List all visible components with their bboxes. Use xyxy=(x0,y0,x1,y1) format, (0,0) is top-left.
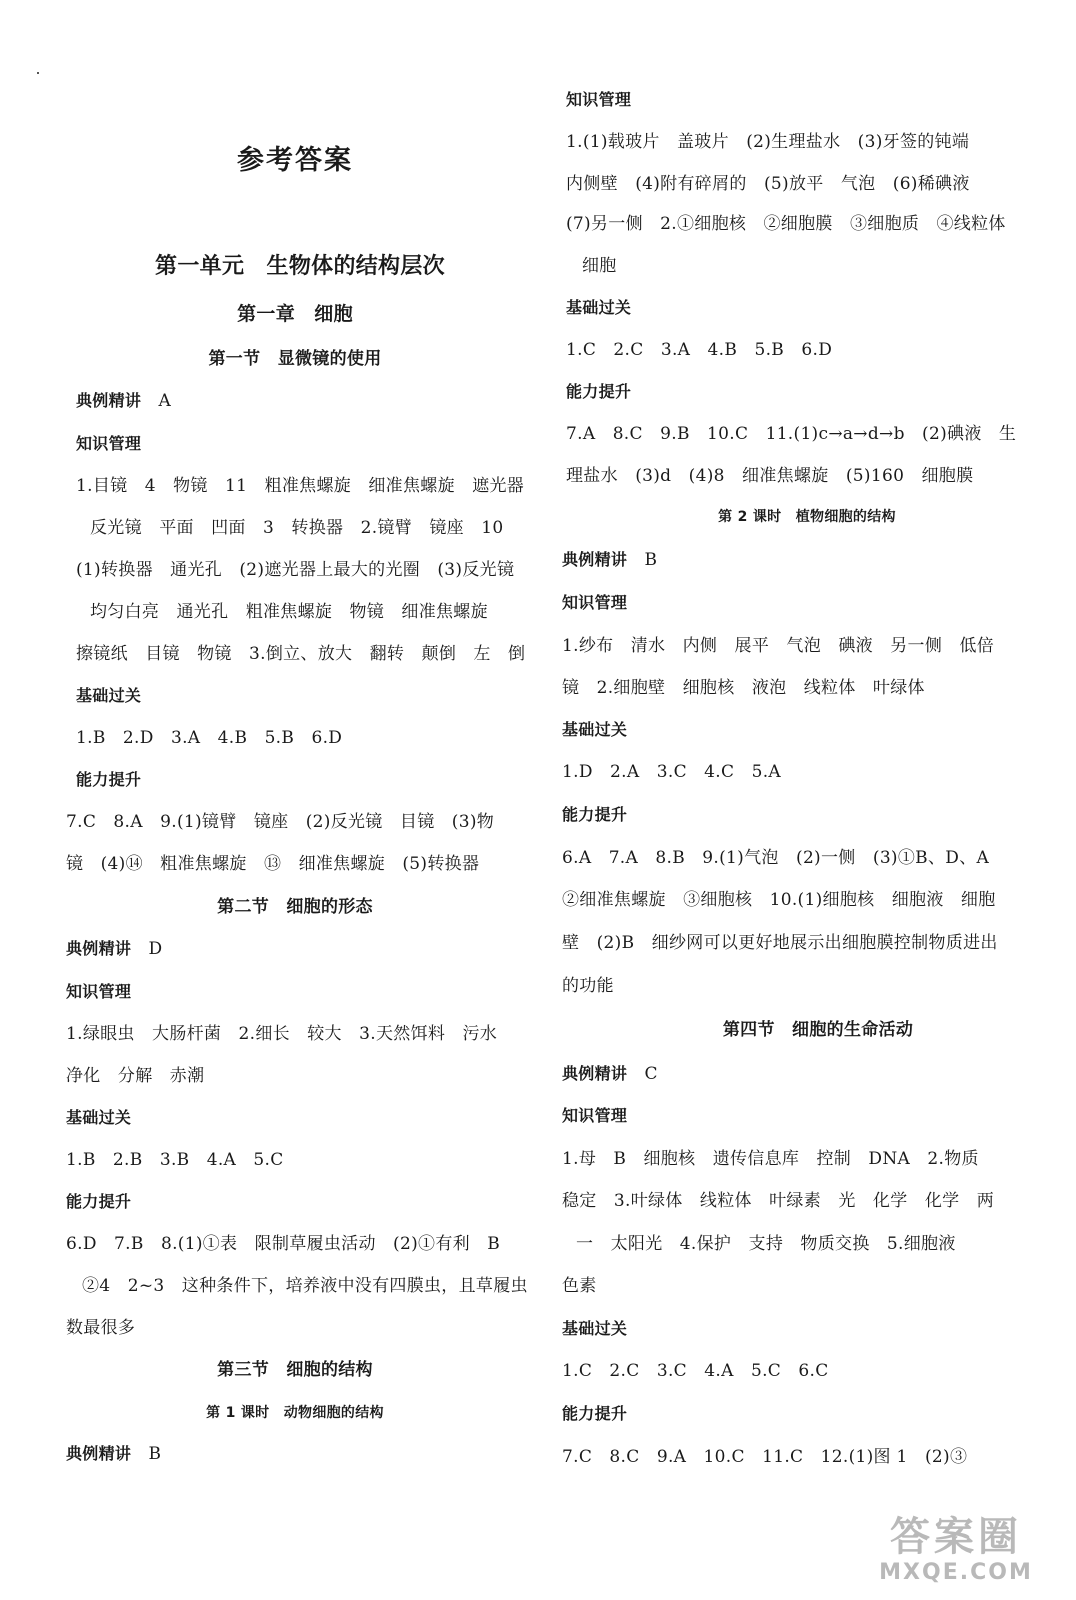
example-answer: D xyxy=(148,939,163,959)
answer-line: 1.D 2.A 3.C 4.C 5.A xyxy=(562,762,781,782)
answer-line: 擦镜纸 目镜 物镜 3.倒立、放大 翻转 颠倒 左 倒 xyxy=(76,644,526,664)
answer-line: 1.(1)载玻片 盖玻片 (2)生理盐水 (3)牙签的钝端 xyxy=(566,132,970,152)
answer-line: 壁 (2)B 细纱网可以更好地展示出细胞膜控制物质进出 xyxy=(562,933,998,953)
ability-label: 能力提升 xyxy=(566,382,632,401)
answer-line: 理盐水 (3)d (4)8 细准焦螺旋 (5)160 细胞膜 xyxy=(566,466,974,486)
answer-line: 7.A 8.C 9.B 10.C 11.(1)c→a→d→b (2)碘液 生 xyxy=(566,424,1017,444)
example-row xyxy=(66,937,162,961)
scan-speck xyxy=(37,72,39,74)
answer-line: 细胞 xyxy=(582,256,617,276)
answer-line: 6.A 7.A 8.B 9.(1)气泡 (2)一侧 (3)①B、D、A xyxy=(562,848,990,868)
answer-line: 1.目镜 4 物镜 11 粗准焦螺旋 细准焦螺旋 遮光器 xyxy=(76,476,525,496)
section-heading: 第二节 细胞的形态 xyxy=(217,897,373,917)
example-row xyxy=(562,548,657,572)
answer-line: 镜 (4)⑭ 粗准焦螺旋 ⑬ 细准焦螺旋 (5)转换器 xyxy=(66,854,480,874)
answer-line: 1.绿眼虫 大肠杆菌 2.细长 较大 3.天然饵料 污水 xyxy=(66,1024,498,1044)
watermark-text-top: 答案圈 xyxy=(890,1514,1022,1560)
answer-line: 的功能 xyxy=(562,976,614,996)
answer-line: 1.母 B 细胞核 遗传信息库 控制 DNA 2.物质 xyxy=(562,1149,979,1169)
example-answer: C xyxy=(644,1064,658,1084)
knowledge-label: 知识管理 xyxy=(76,434,142,453)
answer-line: 内侧壁 (4)附有碎屑的 (5)放平 气泡 (6)稀碘液 xyxy=(566,174,970,194)
answer-line: 1.C 2.C 3.A 4.B 5.B 6.D xyxy=(566,340,833,360)
answer-line: 1.B 2.D 3.A 4.B 5.B 6.D xyxy=(76,728,343,748)
basic-label: 基础过关 xyxy=(562,720,628,739)
watermark-logo xyxy=(856,1514,1056,1592)
section-heading: 第四节 细胞的生命活动 xyxy=(722,1020,914,1040)
answer-line: 稳定 3.叶绿体 线粒体 叶绿素 光 化学 化学 两 xyxy=(562,1191,995,1211)
ability-label: 能力提升 xyxy=(76,770,142,789)
answer-line: (1)转换器 通光孔 (2)遮光器上最大的光圈 (3)反光镜 xyxy=(76,560,515,580)
answer-line: 均匀白亮 通光孔 粗准焦螺旋 物镜 细准焦螺旋 xyxy=(90,602,488,622)
example-answer: B xyxy=(644,550,658,570)
lesson-heading: 第 2 课时 植物细胞的结构 xyxy=(718,509,896,525)
knowledge-label: 知识管理 xyxy=(562,593,628,612)
answer-line: (7)另一侧 2.①细胞核 ②细胞膜 ③细胞质 ④线粒体 xyxy=(566,214,1006,234)
knowledge-label: 知识管理 xyxy=(566,90,632,109)
basic-label: 基础过关 xyxy=(562,1319,628,1338)
example-label: 典例精讲 xyxy=(76,391,142,410)
answer-line: 6.D 7.B 8.(1)①表 限制草履虫活动 (2)①有利 B xyxy=(66,1234,501,1254)
answer-line: 一 太阳光 4.保护 支持 物质交换 5.细胞液 xyxy=(576,1234,956,1254)
basic-label: 基础过关 xyxy=(76,686,142,705)
ability-label: 能力提升 xyxy=(66,1192,132,1211)
unit-heading: 第一单元 生物体的结构层次 xyxy=(155,254,445,279)
answer-line: 1.B 2.B 3.B 4.A 5.C xyxy=(66,1150,284,1170)
knowledge-label: 知识管理 xyxy=(66,982,132,1001)
section-heading: 第一节 显微镜的使用 xyxy=(208,349,382,369)
knowledge-label: 知识管理 xyxy=(562,1106,628,1125)
page-title: 参考答案 xyxy=(237,145,353,176)
example-row xyxy=(562,1062,658,1086)
example-answer: A xyxy=(158,391,172,411)
answer-line: 1.纱布 清水 内侧 展平 气泡 碘液 另一侧 低倍 xyxy=(562,636,995,656)
answer-line: 数最很多 xyxy=(66,1318,136,1338)
ability-label: 能力提升 xyxy=(562,1404,628,1423)
answer-line: 镜 2.细胞壁 细胞核 液泡 线粒体 叶绿体 xyxy=(562,678,925,698)
example-label: 典例精讲 xyxy=(66,1444,132,1463)
watermark-text-bottom: MXQE.COM xyxy=(879,1560,1033,1585)
example-label: 典例精讲 xyxy=(66,939,132,958)
answer-line: ②细准焦螺旋 ③细胞核 10.(1)细胞核 细胞液 细胞 xyxy=(562,890,996,910)
answer-line: ②4 2~3 这种条件下，培养液中没有四膜虫，且草履虫 xyxy=(82,1276,528,1296)
answer-line: 色素 xyxy=(562,1276,597,1296)
example-label: 典例精讲 xyxy=(562,550,628,569)
basic-label: 基础过关 xyxy=(66,1108,132,1127)
example-answer: B xyxy=(148,1444,162,1464)
chapter-heading: 第一章 细胞 xyxy=(237,303,353,325)
basic-label: 基础过关 xyxy=(566,298,632,317)
example-row xyxy=(76,389,171,413)
answer-line: 反光镜 平面 凹面 3 转换器 2.镜臂 镜座 10 xyxy=(90,518,504,538)
answer-line: 7.C 8.C 9.A 10.C 11.C 12.(1)图 1 (2)③ xyxy=(562,1447,968,1467)
answer-line: 净化 分解 赤潮 xyxy=(66,1066,205,1086)
section-heading: 第三节 细胞的结构 xyxy=(217,1360,373,1380)
example-label: 典例精讲 xyxy=(562,1064,628,1083)
answer-line: 1.C 2.C 3.C 4.A 5.C 6.C xyxy=(562,1361,829,1381)
example-row xyxy=(66,1442,161,1466)
lesson-heading: 第 1 课时 动物细胞的结构 xyxy=(206,1405,384,1421)
answer-line: 7.C 8.A 9.(1)镜臂 镜座 (2)反光镜 目镜 (3)物 xyxy=(66,812,495,832)
ability-label: 能力提升 xyxy=(562,805,628,824)
